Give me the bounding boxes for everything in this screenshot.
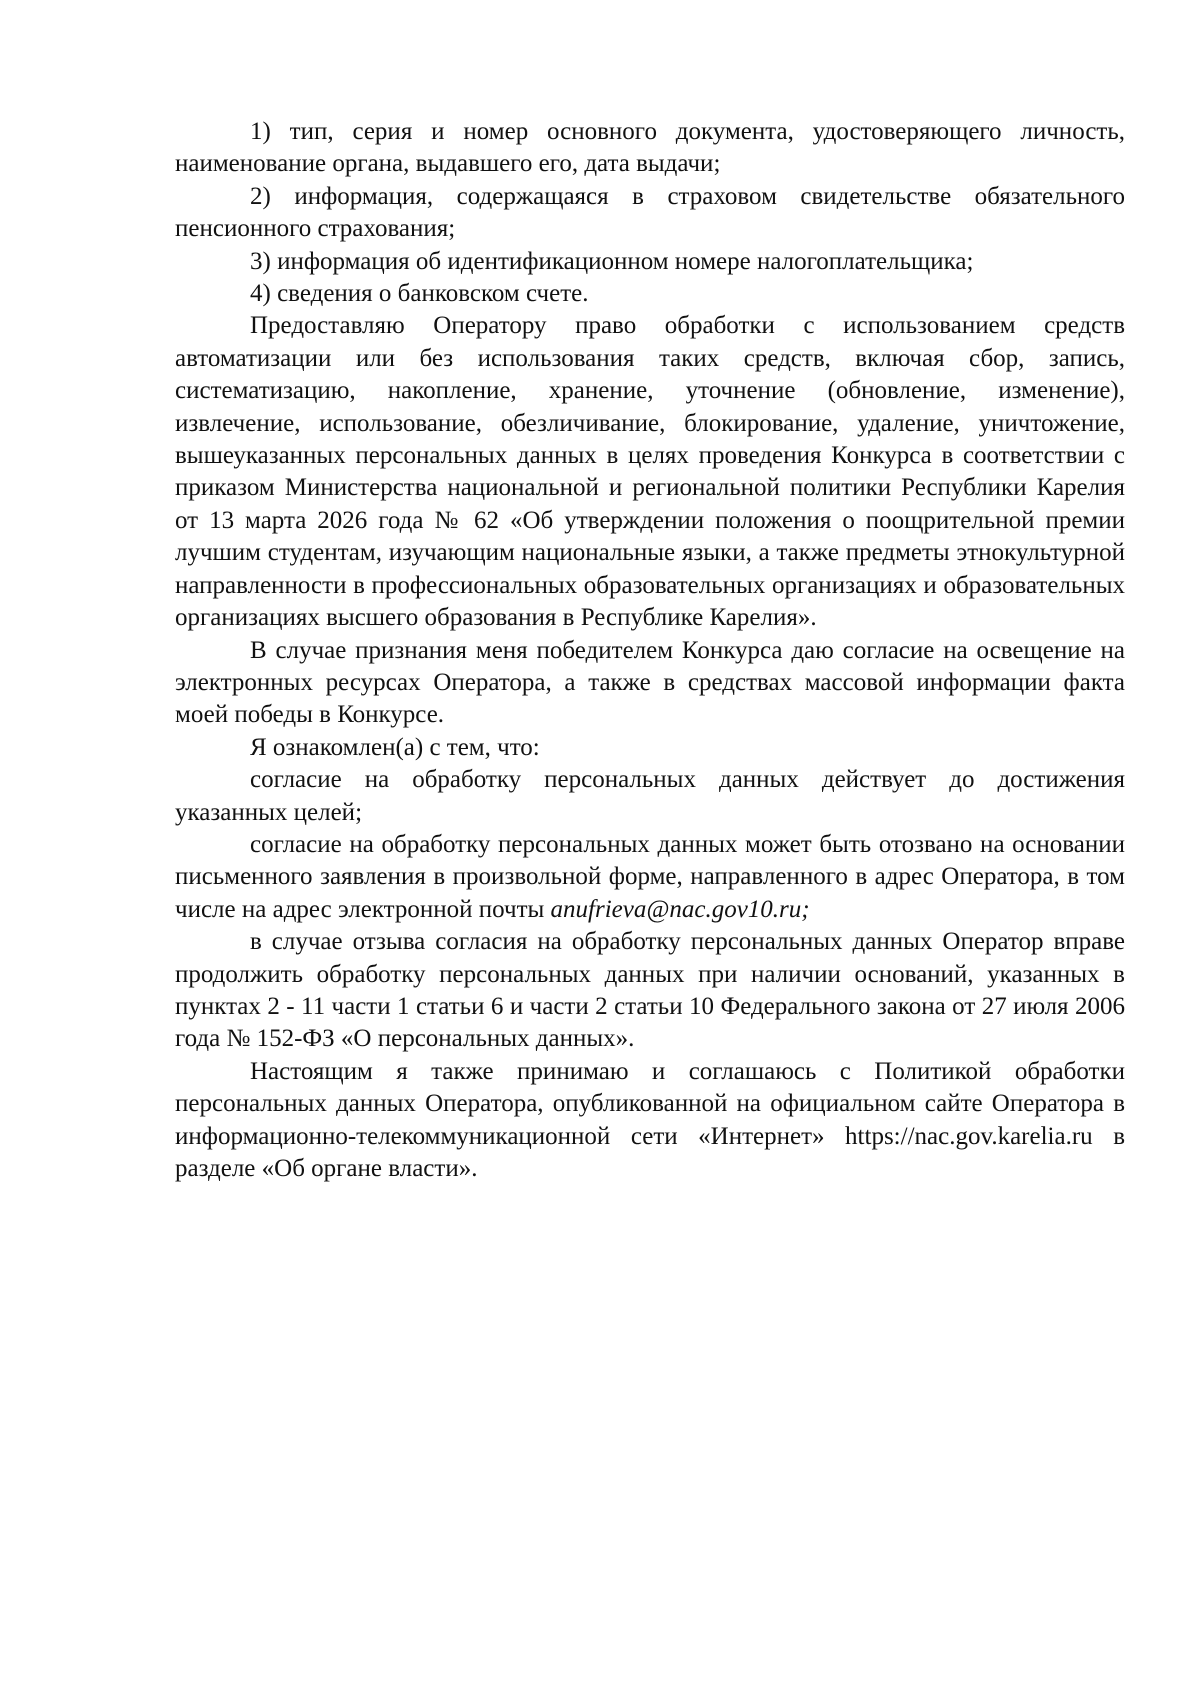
revocation-consequence-paragraph: в случае отзыва согласия на обработку персональных данных Оператор вправе продолжить обработку персональных данных при наличии оснований, указанных в пунктах 2 - 11 части 1 статьи 6 и части 2 статьи 10 Федерального закона от 27 июля 2006 года № 152-ФЗ «О персональных данных». (175, 928, 1125, 1053)
operator-email: anufrieva@nac.gov10.ru; (550, 895, 810, 923)
document-page (175, 116, 1125, 1185)
revocation-paragraph (175, 829, 1125, 926)
item-bank-account: 4) сведения о банковском счете. (250, 280, 589, 308)
winner-consent-paragraph: В случае признания меня победителем Конкурса даю согласие на освещение на электронных ресурсах Оператора, а также в средствах массовой информации факта моей победы в Конкурсе. (175, 636, 1125, 729)
processing-grant-paragraph: Предоставляю Оператору право обработки с использованием средств автоматизации или без использования таких средств, включая сбор, запись, систематизацию, накопление, хранение, уточнение (обновление, изменение), извлечение, использование, обезличивание, блокирование, удаление, уничтожение, вышеуказанных персональных данных в целях проведения Конкурса в соответствии с приказом Министерства национальной и региональной политики Республики Карелия от 13 марта 2026 года № 62 «Об утверждении положения о поощрительной премии лучшим студентам, изучающим национальные языки, а также предметы этнокультурной направленности в профессиональных образовательных организациях и образовательных организациях высшего образования в Республике Карелия». (175, 312, 1125, 632)
validity-paragraph: согласие на обработку персональных данных действует до достижения указанных целей; (175, 766, 1125, 826)
policy-paragraph: Настоящим я также принимаю и соглашаюсь с Политикой обработки персональных данных Оператора, опубликованной на официальном сайте Оператора в информационно-телекоммуникационной сети «Интернет» https://nac.gov.karelia.ru в разделе «Об органе власти». (175, 1057, 1125, 1182)
item-pension-insurance: 2) информация, содержащаяся в страховом свидетельстве обязательного пенсионного страхования; (175, 182, 1125, 243)
item-taxpayer-number: 3) информация об идентификационном номере налогоплательщика; (250, 247, 974, 275)
acknowledged-intro: Я ознакомлен(а) с тем, что: (250, 733, 540, 761)
revocation-text: согласие на обработку персональных данных может быть отозвано на основании письменного заявления в произвольной форме, направленного в адрес Оператора, в том числе на адрес электронной почты (175, 830, 1125, 923)
item-identity-document: 1) тип, серия и номер основного документа, удостоверяющего личность, наименование органа, выдавшего его, дата выдачи; (175, 118, 1125, 178)
